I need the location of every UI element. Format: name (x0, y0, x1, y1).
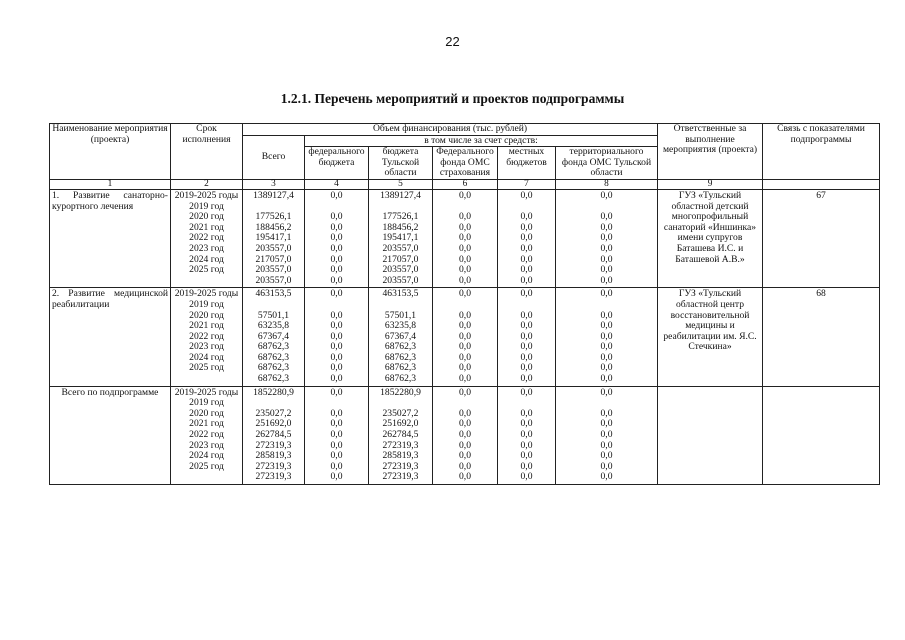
spacer (371, 300, 430, 311)
header-responsible: Ответственные за выполнение мероприятия (проекта) (658, 124, 763, 180)
amount-cell-local (498, 189, 556, 287)
amount-value: 0,0 (330, 264, 343, 276)
indicator-link-cell: 68 (763, 288, 880, 386)
period-label: 2025 год (189, 264, 224, 276)
amount-value: 0,0 (459, 232, 471, 244)
period-label: 2021 год (189, 418, 224, 430)
amount-value: 0,0 (330, 330, 343, 342)
amount-value: 1389127,4 (253, 189, 294, 201)
period-label: 2019-2025 годы (174, 288, 239, 300)
period-label: 2022 год (189, 330, 224, 342)
amount-value: 0,0 (459, 211, 471, 223)
amount-value: 177526,1 (382, 211, 419, 223)
amount-value: 0,0 (459, 471, 471, 483)
period-label: 2024 год (189, 253, 224, 265)
amount-cell-federal (305, 386, 369, 484)
amount-value: 203557,0 (382, 264, 419, 276)
amount-value: 0,0 (600, 407, 613, 419)
amount-value: 203557,0 (382, 274, 419, 286)
amount-value: 195417,1 (255, 232, 292, 244)
amount-value: 0,0 (600, 189, 613, 201)
amount-value: 203557,0 (382, 242, 419, 254)
amount-cell-total (243, 386, 305, 484)
amount-value: 0,0 (459, 450, 471, 462)
amount-value: 177526,1 (255, 211, 292, 223)
amount-value: 0,0 (459, 386, 471, 398)
amount-value: 203557,0 (255, 242, 292, 254)
amount-value: 0,0 (459, 330, 471, 342)
amount-cell-foms (433, 189, 498, 287)
amount-value: 0,0 (520, 264, 533, 276)
col-number: 7 (498, 179, 556, 189)
amount-value: 251692,0 (255, 418, 292, 430)
indicator-link-cell (763, 386, 880, 484)
amount-value: 0,0 (330, 253, 343, 265)
amount-value: 68762,3 (384, 351, 417, 363)
amount-value: 0,0 (600, 211, 613, 223)
amount-value: 63235,8 (384, 320, 417, 332)
amount-value: 57501,1 (257, 309, 290, 321)
amount-value: 0,0 (330, 211, 343, 223)
measures-table (49, 123, 880, 485)
amount-value: 0,0 (600, 330, 613, 342)
col-number: 3 (243, 179, 305, 189)
amount-value: 217057,0 (255, 253, 292, 265)
amount-value: 1852280,9 (253, 386, 294, 398)
responsible-cell: ГУЗ «Тульский областной детский многопрофильный санаторий «Иншинка» имени супругов Баташева И.С. и Баташевой А.В.» (658, 189, 763, 287)
amount-value: 68762,3 (257, 362, 290, 374)
amount-value: 0,0 (330, 471, 343, 483)
amount-cell-federal (305, 288, 369, 386)
spacer (558, 300, 655, 311)
period-label: 2019 год (189, 397, 224, 409)
amount-value: 0,0 (520, 460, 533, 472)
header-total: Всего (243, 135, 305, 179)
amount-value: 0,0 (520, 288, 533, 300)
amount-value: 203557,0 (255, 264, 292, 276)
period-label: 2020 год (189, 309, 224, 321)
amount-value: 0,0 (520, 351, 533, 363)
amount-value: 0,0 (330, 418, 343, 430)
header-regional: бюджета Тульской области (369, 147, 433, 180)
period-label: 2019-2025 годы (174, 189, 239, 201)
amount-value: 0,0 (600, 351, 613, 363)
amount-value: 0,0 (459, 221, 471, 233)
amount-cell-territorial (556, 189, 658, 287)
amount-value: 272319,3 (255, 460, 292, 472)
col-number: 9 (658, 179, 763, 189)
amount-value: 0,0 (330, 320, 343, 332)
amount-value: 0,0 (600, 362, 613, 374)
amount-value: 0,0 (330, 373, 343, 385)
amount-value: 0,0 (600, 418, 613, 430)
amount-cell-foms (433, 386, 498, 484)
amount-value: 0,0 (330, 221, 343, 233)
header-federal: федерального бюджета (305, 147, 369, 180)
page-title: 1.2.1. Перечень мероприятий и проектов подпрограммы (280, 91, 625, 106)
period-label: 2025 год (189, 362, 224, 374)
amount-value: 262784,5 (382, 429, 419, 441)
amount-value: 0,0 (520, 429, 533, 441)
amount-value: 0,0 (520, 373, 533, 385)
amount-value: 0,0 (330, 309, 343, 321)
amount-value: 0,0 (330, 460, 343, 472)
amount-value: 0,0 (330, 288, 343, 300)
amount-cell-regional (369, 288, 433, 386)
amount-value: 0,0 (459, 274, 471, 286)
header-territorial: территориального фонда ОМС Тульской области (556, 147, 658, 180)
amount-value: 188456,2 (382, 221, 419, 233)
responsible-cell: ГУЗ «Тульский областной центр восстановительной медицины и реабилитации им. Я.С. Стечкина» (658, 288, 763, 386)
amount-value: 285819,3 (382, 450, 419, 462)
amount-value: 0,0 (600, 221, 613, 233)
amount-value: 68762,3 (384, 362, 417, 374)
amount-cell-territorial (556, 288, 658, 386)
amount-value: 285819,3 (255, 450, 292, 462)
periods-cell (171, 386, 243, 484)
measure-name: 1. Развитие санаторно-курортного лечения (50, 189, 171, 287)
amount-value: 0,0 (459, 460, 471, 472)
period-label: 2023 год (189, 439, 224, 451)
amount-value: 1852280,9 (380, 386, 421, 398)
table-row (50, 189, 880, 287)
amount-value: 0,0 (600, 320, 613, 332)
spacer (435, 300, 495, 311)
header-foms: Федерального фонда ОМС страхования (433, 147, 498, 180)
amount-cell-local (498, 386, 556, 484)
periods-cell (171, 288, 243, 386)
amount-value: 272319,3 (255, 471, 292, 483)
amount-value: 0,0 (520, 309, 533, 321)
amount-value: 217057,0 (382, 253, 419, 265)
header-term: Срок исполнения (171, 124, 243, 180)
amount-value: 0,0 (520, 341, 533, 353)
col-number (763, 179, 880, 189)
amount-value: 0,0 (330, 242, 343, 254)
spacer (245, 300, 302, 311)
col-number: 4 (305, 179, 369, 189)
amount-value: 0,0 (459, 288, 471, 300)
amount-value: 272319,3 (255, 439, 292, 451)
period-label: 2022 год (189, 429, 224, 441)
amount-value: 0,0 (600, 471, 613, 483)
amount-value: 235027,2 (382, 407, 419, 419)
responsible-cell (658, 386, 763, 484)
amount-value: 272319,3 (382, 460, 419, 472)
amount-value: 0,0 (520, 362, 533, 374)
amount-value: 272319,3 (382, 471, 419, 483)
amount-value: 0,0 (330, 450, 343, 462)
amount-value: 68762,3 (384, 341, 417, 353)
indicator-link-cell: 67 (763, 189, 880, 287)
header-link: Связь с показателями подпрограммы (763, 124, 880, 180)
header-including: в том числе за счет средств: (305, 135, 658, 147)
amount-value: 0,0 (330, 232, 343, 244)
header-name: Наименование мероприятия (проекта) (50, 124, 171, 180)
amount-value: 67367,4 (257, 330, 290, 342)
amount-value: 0,0 (600, 274, 613, 286)
amount-value: 0,0 (520, 274, 533, 286)
header-funding: Объем финансирования (тыс. рублей) (243, 124, 658, 136)
amount-cell-foms (433, 288, 498, 386)
amount-value: 0,0 (600, 450, 613, 462)
amount-value: 0,0 (330, 351, 343, 363)
amount-value: 0,0 (520, 386, 533, 398)
amount-value: 0,0 (520, 232, 533, 244)
table-row (50, 288, 880, 386)
amount-value: 0,0 (600, 242, 613, 254)
amount-value: 0,0 (600, 373, 613, 385)
amount-value: 0,0 (459, 418, 471, 430)
spacer (500, 300, 553, 311)
amount-value: 68762,3 (384, 373, 417, 385)
amount-value: 68762,3 (257, 341, 290, 353)
amount-value: 0,0 (459, 341, 471, 353)
amount-value: 0,0 (520, 439, 533, 451)
amount-value: 0,0 (520, 407, 533, 419)
period-label: 2021 год (189, 320, 224, 332)
period-label: 2020 год (189, 211, 224, 223)
amount-value: 272319,3 (382, 439, 419, 451)
amount-value: 0,0 (600, 341, 613, 353)
col-number: 1 (50, 179, 171, 189)
period-label: 2019 год (189, 298, 224, 310)
col-number: 6 (433, 179, 498, 189)
header-local: местных бюджетов (498, 147, 556, 180)
measure-name: Всего по подпрограмме (50, 386, 171, 484)
amount-value: 0,0 (459, 264, 471, 276)
table-row (50, 386, 880, 484)
amount-value: 0,0 (330, 274, 343, 286)
amount-cell-local (498, 288, 556, 386)
amount-cell-federal (305, 189, 369, 287)
amount-cell-regional (369, 189, 433, 287)
amount-value: 0,0 (600, 264, 613, 276)
period-label: 2024 год (189, 351, 224, 363)
col-number: 8 (556, 179, 658, 189)
amount-value: 0,0 (520, 189, 533, 201)
amount-value: 0,0 (459, 407, 471, 419)
amount-value: 0,0 (459, 320, 471, 332)
col-number: 2 (171, 179, 243, 189)
amount-value: 0,0 (330, 439, 343, 451)
amount-value: 0,0 (459, 189, 471, 201)
amount-value: 0,0 (520, 242, 533, 254)
amount-value: 188456,2 (255, 221, 292, 233)
amount-value: 0,0 (459, 242, 471, 254)
amount-value: 68762,3 (257, 351, 290, 363)
amount-cell-territorial (556, 386, 658, 484)
amount-value: 463153,5 (382, 288, 419, 300)
amount-value: 0,0 (600, 439, 613, 451)
amount-value: 262784,5 (255, 429, 292, 441)
amount-cell-regional (369, 386, 433, 484)
amount-value: 235027,2 (255, 407, 292, 419)
page-number: 22 (445, 34, 460, 49)
amount-value: 0,0 (459, 439, 471, 451)
amount-value: 0,0 (600, 460, 613, 472)
amount-value: 0,0 (520, 221, 533, 233)
col-number: 5 (369, 179, 433, 189)
amount-value: 0,0 (459, 362, 471, 374)
period-label: 2024 год (189, 450, 224, 462)
period-label: 2021 год (189, 221, 224, 233)
period-label: 2019 год (189, 200, 224, 212)
amount-cell-total (243, 288, 305, 386)
amount-value: 68762,3 (257, 373, 290, 385)
amount-value: 0,0 (600, 232, 613, 244)
spacer (307, 300, 366, 311)
period-label: 2022 год (189, 232, 224, 244)
amount-value: 0,0 (459, 373, 471, 385)
amount-value: 0,0 (520, 330, 533, 342)
measure-name: 2. Развитие медицинской реабилитации (50, 288, 171, 386)
amount-value: 0,0 (459, 309, 471, 321)
amount-value: 0,0 (330, 429, 343, 441)
amount-value: 0,0 (330, 341, 343, 353)
amount-value: 0,0 (330, 362, 343, 374)
period-label: 2019-2025 годы (174, 386, 239, 398)
amount-value: 0,0 (520, 320, 533, 332)
amount-value: 203557,0 (255, 274, 292, 286)
period-label: 2023 год (189, 242, 224, 254)
amount-value: 0,0 (600, 253, 613, 265)
amount-value: 0,0 (520, 253, 533, 265)
amount-value: 0,0 (600, 288, 613, 300)
amount-value: 0,0 (459, 253, 471, 265)
periods-cell (171, 189, 243, 287)
amount-value: 0,0 (520, 471, 533, 483)
amount-value: 251692,0 (382, 418, 419, 430)
amount-value: 0,0 (600, 309, 613, 321)
amount-value: 0,0 (520, 418, 533, 430)
amount-value: 1389127,4 (380, 189, 421, 201)
period-label: 2020 год (189, 407, 224, 419)
amount-value: 0,0 (600, 386, 613, 398)
amount-cell-total (243, 189, 305, 287)
amount-value: 0,0 (520, 450, 533, 462)
amount-value: 0,0 (330, 189, 343, 201)
amount-value: 0,0 (459, 351, 471, 363)
period-label: 2025 год (189, 460, 224, 472)
amount-value: 463153,5 (255, 288, 292, 300)
amount-value: 57501,1 (384, 309, 417, 321)
amount-value: 0,0 (520, 211, 533, 223)
amount-value: 0,0 (330, 407, 343, 419)
amount-value: 63235,8 (257, 320, 290, 332)
amount-value: 0,0 (330, 386, 343, 398)
amount-value: 67367,4 (384, 330, 417, 342)
period-label: 2023 год (189, 341, 224, 353)
amount-value: 0,0 (600, 429, 613, 441)
amount-value: 0,0 (459, 429, 471, 441)
amount-value: 195417,1 (382, 232, 419, 244)
